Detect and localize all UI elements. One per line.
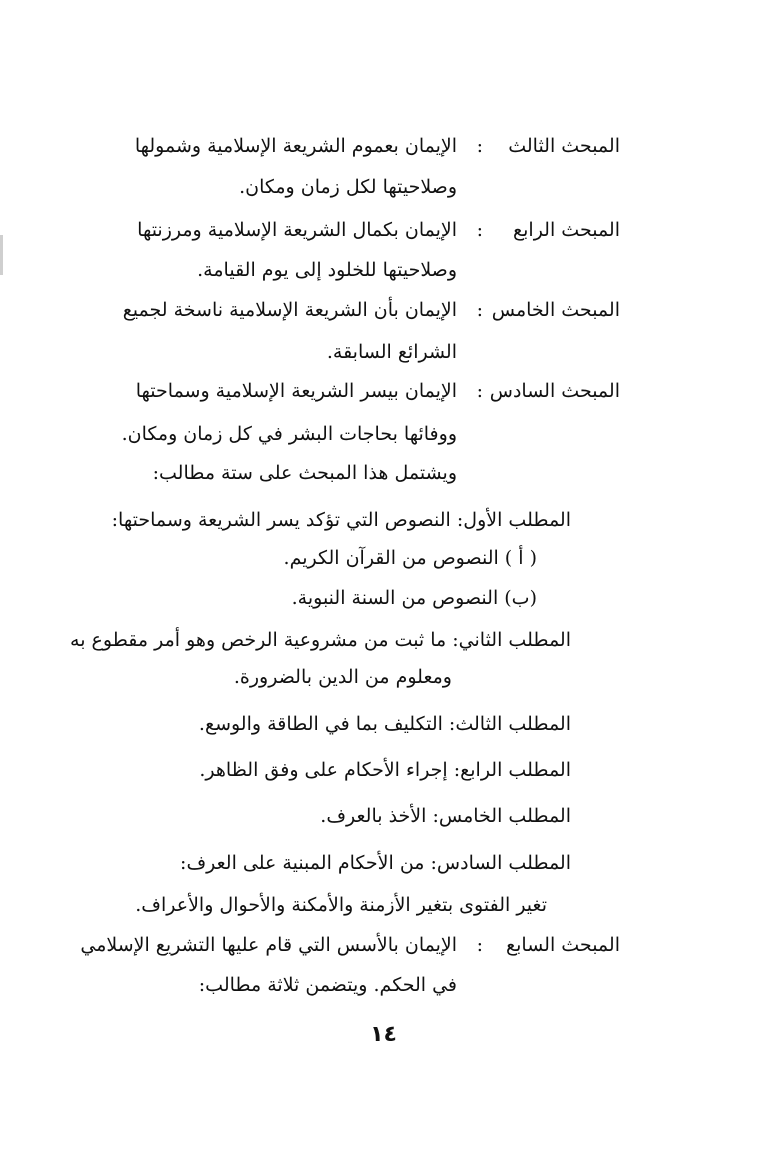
section-6-label: المبحث السادس: [489, 380, 620, 402]
subsection-6-sub: تغير الفتوى بتغير الأزمنة والأمكنة والأحوال والأعراف.: [135, 894, 547, 916]
section-3-title-line2: وصلاحيتها لكل زمان ومكان.: [239, 176, 457, 198]
subsection-1-item-b: (ب) النصوص من السنة النبوية.: [291, 587, 537, 609]
section-7-label: المبحث السابع: [506, 934, 620, 956]
subsection-2-line1: المطلب الثاني: ما ثبت من مشروعية الرخص وهو أمر مقطوع به: [70, 629, 571, 651]
section-4-title-line2: وصلاحيتها للخلود إلى يوم القيامة.: [197, 259, 457, 281]
subsection-1-item-a: ( أ ) النصوص من القرآن الكريم.: [283, 547, 537, 569]
section-3-colon: :: [476, 135, 483, 157]
subsection-3-title: المطلب الثالث: التكليف بما في الطاقة والوسع.: [198, 713, 571, 735]
section-6-title-line2: ووفائها بحاجات البشر في كل زمان ومكان.: [121, 423, 457, 445]
section-3-title-line1: الإيمان بعموم الشريعة الإسلامية وشمولها: [134, 135, 457, 157]
section-6-colon: :: [476, 380, 483, 402]
subsection-6-title: المطلب السادس: من الأحكام المبنية على العرف:: [180, 852, 571, 874]
section-5-label: المبحث الخامس: [491, 299, 620, 321]
subsection-4-title: المطلب الرابع: إجراء الأحكام على وفق الظاهر.: [199, 759, 571, 781]
page-edge-mark: [0, 235, 3, 275]
section-3-label: المبحث الثالث: [508, 135, 620, 157]
section-5-title-line1: الإيمان بأن الشريعة الإسلامية ناسخة لجميع: [122, 299, 457, 321]
section-4-label: المبحث الرابع: [513, 219, 620, 241]
section-5-title-line2: الشرائع السابقة.: [326, 341, 457, 363]
page-number: ١٤: [370, 1022, 397, 1047]
section-5-colon: :: [476, 299, 483, 321]
section-7-colon: :: [476, 934, 483, 956]
subsection-5-title: المطلب الخامس: الأخذ بالعرف.: [320, 805, 571, 827]
subsection-1-title: المطلب الأول: النصوص التي تؤكد يسر الشريعة وسماحتها:: [111, 509, 571, 531]
section-4-colon: :: [476, 219, 483, 241]
section-6-title-line1: الإيمان بيسر الشريعة الإسلامية وسماحتها: [135, 380, 457, 402]
section-4-title-line1: الإيمان بكمال الشريعة الإسلامية ومرزنتها: [137, 219, 457, 241]
section-6-title-line3: ويشتمل هذا المبحث على ستة مطالب:: [152, 462, 457, 484]
section-7-title-line1: الإيمان بالأسس التي قام عليها التشريع الإسلامي: [80, 934, 457, 956]
section-7-title-line2: في الحكم. ويتضمن ثلاثة مطالب:: [198, 974, 457, 996]
subsection-2-line2: ومعلوم من الدين بالضرورة.: [233, 666, 452, 688]
